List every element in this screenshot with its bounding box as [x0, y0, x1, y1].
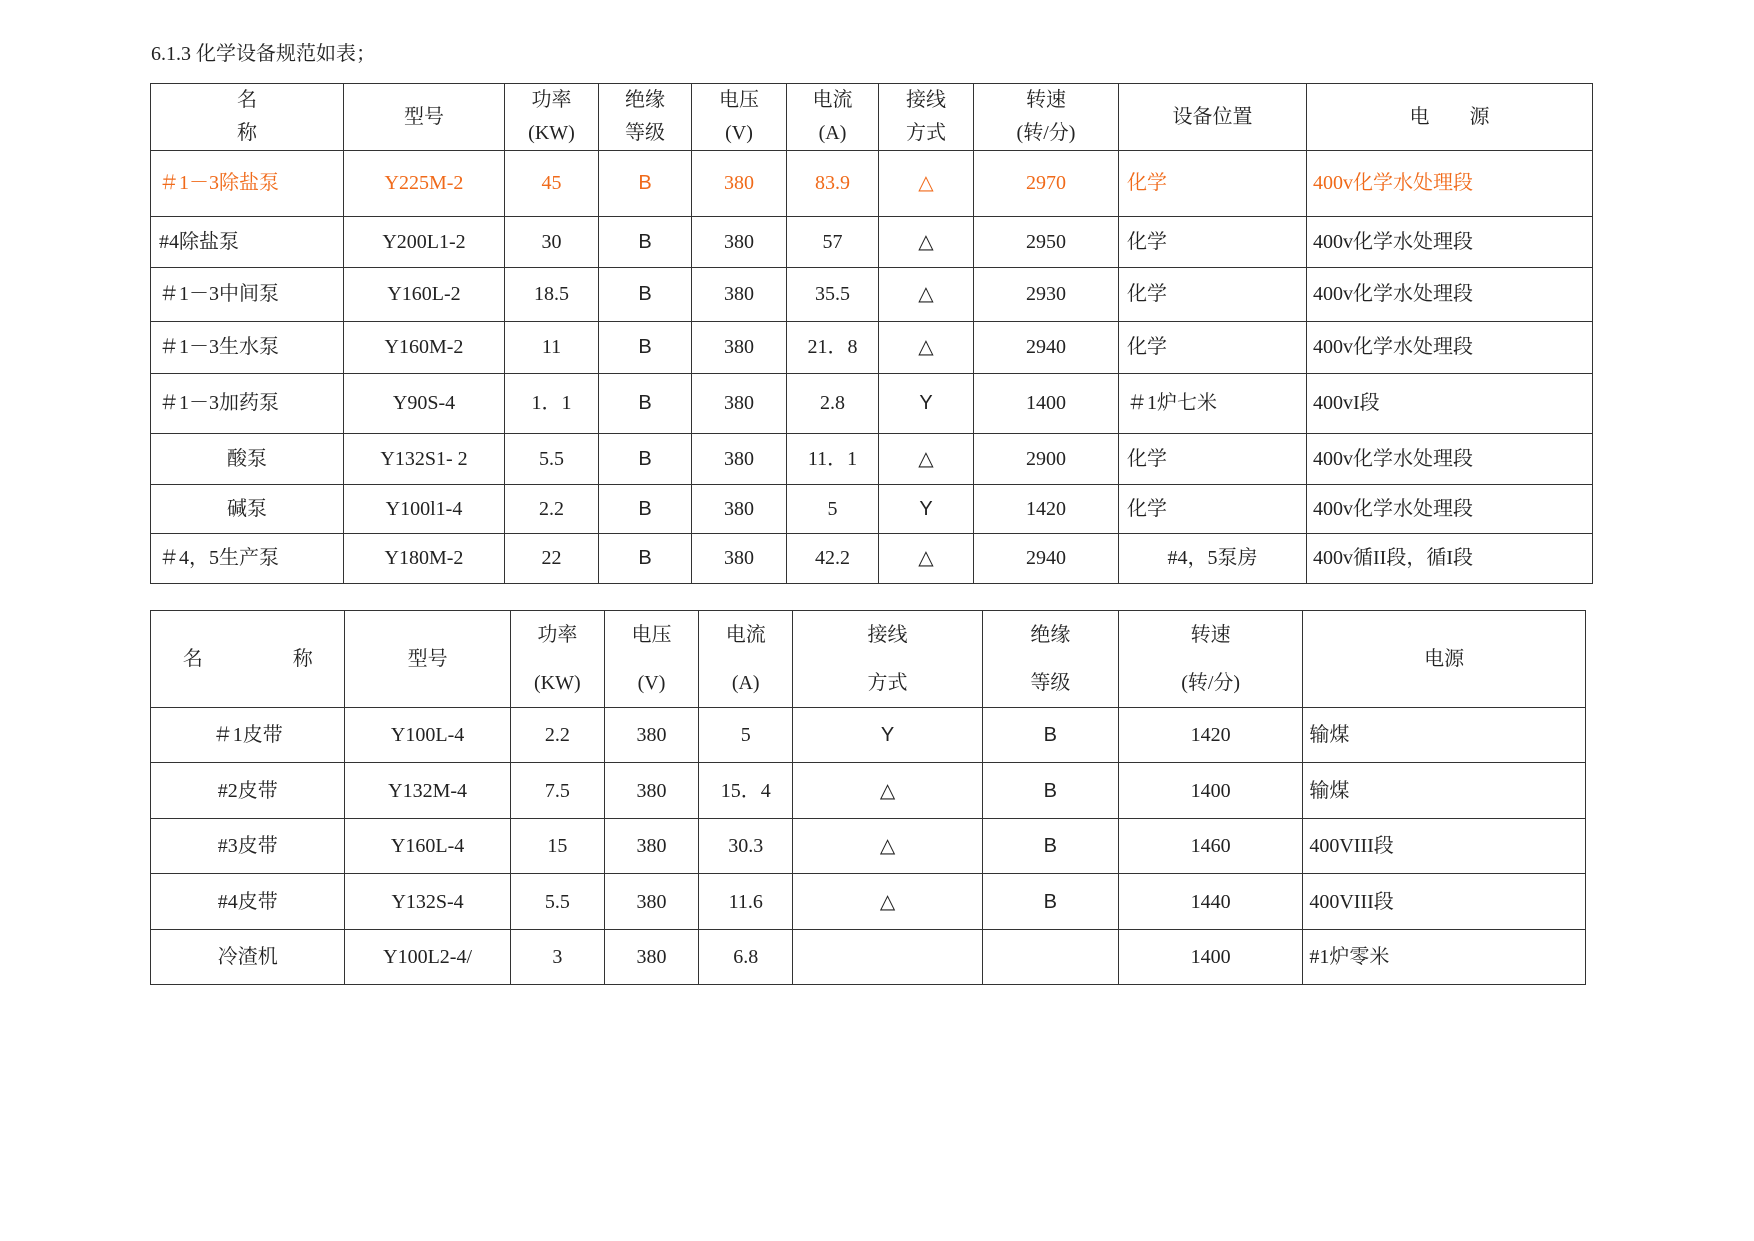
- table1-header-row: [151, 84, 1593, 151]
- model-cell: Y160M-2: [344, 322, 505, 374]
- power-source-cell: 400v循II段，循I段: [1307, 534, 1593, 584]
- section-heading: 6.1.3 化学设备规范如表；: [151, 43, 376, 65]
- wiring-cell: Y: [879, 374, 974, 434]
- name-cell: #2皮带: [151, 763, 345, 819]
- t2-header-wiring: 接线 方式: [793, 611, 982, 708]
- insulation-cell: B: [599, 374, 692, 434]
- wiring-cell: △: [793, 819, 982, 874]
- insulation-cell: B: [599, 217, 692, 268]
- table-row: [151, 534, 1593, 584]
- location-cell: 化学: [1119, 485, 1307, 534]
- insulation-cell: B: [599, 534, 692, 584]
- location-cell: ＃1炉七米: [1119, 374, 1307, 434]
- power-cell: 45: [505, 151, 599, 217]
- power-cell: 15: [510, 819, 604, 874]
- voltage-cell: 380: [692, 534, 787, 584]
- model-cell: Y100L2-4/: [345, 930, 510, 985]
- current-cell: 57: [787, 217, 879, 268]
- speed-cell: 1420: [1118, 708, 1302, 763]
- power-source-cell: 400v化学水处理段: [1307, 322, 1593, 374]
- insulation-cell: B: [599, 485, 692, 534]
- table-row: [151, 708, 1586, 763]
- current-cell: 11.6: [699, 874, 793, 930]
- wiring-cell: △: [879, 534, 974, 584]
- location-cell: 化学: [1119, 268, 1307, 322]
- voltage-cell: 380: [692, 151, 787, 217]
- current-cell: 21．8: [787, 322, 879, 374]
- power-source-cell: 400VIII段: [1303, 874, 1586, 930]
- name-cell: #4除盐泵: [151, 217, 344, 268]
- power-cell: 11: [505, 322, 599, 374]
- wiring-cell: △: [879, 322, 974, 374]
- power-source-cell: 400v化学水处理段: [1307, 434, 1593, 485]
- speed-cell: 2940: [974, 534, 1119, 584]
- table-row: [151, 930, 1586, 985]
- t1-header-location: 设备位置: [1119, 84, 1307, 151]
- t2-header-power: 功率 (KW): [510, 611, 604, 708]
- power-cell: 5.5: [510, 874, 604, 930]
- insulation-cell: B: [982, 763, 1118, 819]
- table-row: [151, 151, 1593, 217]
- table-row: [151, 434, 1593, 485]
- t2-header-name: 名 称: [151, 611, 345, 708]
- wiring-cell: [793, 930, 982, 985]
- current-cell: 42.2: [787, 534, 879, 584]
- t1-header-power: 功率 (KW): [505, 84, 599, 151]
- model-cell: Y90S-4: [344, 374, 505, 434]
- power-cell: 5.5: [505, 434, 599, 485]
- current-cell: 83.9: [787, 151, 879, 217]
- voltage-cell: 380: [604, 930, 698, 985]
- model-cell: Y160L-4: [345, 819, 510, 874]
- speed-cell: 1400: [1118, 763, 1302, 819]
- power-cell: 2.2: [505, 485, 599, 534]
- table-row: [151, 874, 1586, 930]
- table-row: [151, 268, 1593, 322]
- name-cell: #4皮带: [151, 874, 345, 930]
- location-cell: 化学: [1119, 322, 1307, 374]
- current-cell: 6.8: [699, 930, 793, 985]
- voltage-cell: 380: [692, 268, 787, 322]
- location-cell: #4，5泵房: [1119, 534, 1307, 584]
- model-cell: Y225M-2: [344, 151, 505, 217]
- t1-header-name: 名 称: [151, 84, 344, 151]
- power-cell: 2.2: [510, 708, 604, 763]
- wiring-cell: Y: [879, 485, 974, 534]
- model-cell: Y100L-4: [345, 708, 510, 763]
- wiring-cell: △: [793, 763, 982, 819]
- insulation-cell: [982, 930, 1118, 985]
- speed-cell: 1400: [974, 374, 1119, 434]
- wiring-cell: △: [879, 268, 974, 322]
- wiring-cell: △: [879, 217, 974, 268]
- t1-header-power-source: 电 源: [1307, 84, 1593, 151]
- current-cell: 2.8: [787, 374, 879, 434]
- voltage-cell: 380: [604, 874, 698, 930]
- wiring-cell: △: [793, 874, 982, 930]
- name-cell: ＃1皮带: [151, 708, 345, 763]
- power-cell: 22: [505, 534, 599, 584]
- insulation-cell: B: [599, 151, 692, 217]
- insulation-cell: B: [982, 874, 1118, 930]
- power-source-cell: 400v化学水处理段: [1307, 217, 1593, 268]
- name-cell: ＃4，5生产泵: [151, 534, 344, 584]
- model-cell: Y132S1- 2: [344, 434, 505, 485]
- t2-header-voltage: 电压 (V): [604, 611, 698, 708]
- table-row: [151, 819, 1586, 874]
- power-cell: 18.5: [505, 268, 599, 322]
- t2-header-speed: 转速 (转/分): [1118, 611, 1302, 708]
- insulation-cell: B: [599, 322, 692, 374]
- insulation-cell: B: [982, 819, 1118, 874]
- speed-cell: 1400: [1118, 930, 1302, 985]
- speed-cell: 1420: [974, 485, 1119, 534]
- model-cell: Y132S-4: [345, 874, 510, 930]
- voltage-cell: 380: [692, 322, 787, 374]
- table-row: [151, 485, 1593, 534]
- current-cell: 11．1: [787, 434, 879, 485]
- power-source-cell: 输煤: [1303, 763, 1586, 819]
- speed-cell: 1440: [1118, 874, 1302, 930]
- power-cell: 30: [505, 217, 599, 268]
- name-cell: 碱泵: [151, 485, 344, 534]
- table-row: [151, 217, 1593, 268]
- voltage-cell: 380: [692, 217, 787, 268]
- t1-header-wiring: 接线 方式: [879, 84, 974, 151]
- speed-cell: 2900: [974, 434, 1119, 485]
- insulation-cell: B: [599, 434, 692, 485]
- t1-header-current: 电流 (A): [787, 84, 879, 151]
- power-cell: 3: [510, 930, 604, 985]
- speed-cell: 2930: [974, 268, 1119, 322]
- t2-header-power-source: 电源: [1303, 611, 1586, 708]
- table2-header-row: [151, 611, 1586, 708]
- model-cell: Y160L-2: [344, 268, 505, 322]
- current-cell: 35.5: [787, 268, 879, 322]
- t2-header-insulation: 绝缘 等级: [982, 611, 1118, 708]
- voltage-cell: 380: [692, 374, 787, 434]
- voltage-cell: 380: [604, 763, 698, 819]
- insulation-cell: B: [599, 268, 692, 322]
- model-cell: Y200L1-2: [344, 217, 505, 268]
- model-cell: Y180M-2: [344, 534, 505, 584]
- current-cell: 15．4: [699, 763, 793, 819]
- table-row: [151, 374, 1593, 434]
- t1-header-voltage: 电压 (V): [692, 84, 787, 151]
- name-cell: ＃1－3生水泵: [151, 322, 344, 374]
- speed-cell: 2950: [974, 217, 1119, 268]
- table-row: [151, 322, 1593, 374]
- name-cell: ＃1－3中间泵: [151, 268, 344, 322]
- current-cell: 5: [699, 708, 793, 763]
- speed-cell: 2940: [974, 322, 1119, 374]
- speed-cell: 1460: [1118, 819, 1302, 874]
- t1-header-speed: 转速 (转/分): [974, 84, 1119, 151]
- location-cell: 化学: [1119, 217, 1307, 268]
- model-cell: Y132M-4: [345, 763, 510, 819]
- voltage-cell: 380: [604, 819, 698, 874]
- model-cell: Y100l1-4: [344, 485, 505, 534]
- name-cell: ＃1－3加药泵: [151, 374, 344, 434]
- voltage-cell: 380: [692, 485, 787, 534]
- t2-header-current: 电流 (A): [699, 611, 793, 708]
- power-cell: 7.5: [510, 763, 604, 819]
- name-cell: #3皮带: [151, 819, 345, 874]
- wiring-cell: Y: [793, 708, 982, 763]
- insulation-cell: B: [982, 708, 1118, 763]
- wiring-cell: △: [879, 434, 974, 485]
- power-source-cell: 400vI段: [1307, 374, 1593, 434]
- current-cell: 5: [787, 485, 879, 534]
- t1-header-insulation: 绝缘 等级: [599, 84, 692, 151]
- table-row: [151, 763, 1586, 819]
- location-cell: 化学: [1119, 434, 1307, 485]
- name-cell: 冷渣机: [151, 930, 345, 985]
- speed-cell: 2970: [974, 151, 1119, 217]
- t1-header-model: 型号: [344, 84, 505, 151]
- chemical-equipment-table: [150, 83, 1593, 584]
- voltage-cell: 380: [604, 708, 698, 763]
- wiring-cell: △: [879, 151, 974, 217]
- power-source-cell: 输煤: [1303, 708, 1586, 763]
- t2-header-model: 型号: [345, 611, 510, 708]
- location-cell: 化学: [1119, 151, 1307, 217]
- name-cell: ＃1－3除盐泵: [151, 151, 344, 217]
- power-source-cell: 400v化学水处理段: [1307, 485, 1593, 534]
- power-source-cell: 400v化学水处理段: [1307, 268, 1593, 322]
- power-source-cell: 400v化学水处理段: [1307, 151, 1593, 217]
- power-cell: 1．1: [505, 374, 599, 434]
- current-cell: 30.3: [699, 819, 793, 874]
- power-source-cell: 400VIII段: [1303, 819, 1586, 874]
- name-cell: 酸泵: [151, 434, 344, 485]
- power-source-cell: #1炉零米: [1303, 930, 1586, 985]
- conveyor-equipment-table: [150, 610, 1586, 985]
- voltage-cell: 380: [692, 434, 787, 485]
